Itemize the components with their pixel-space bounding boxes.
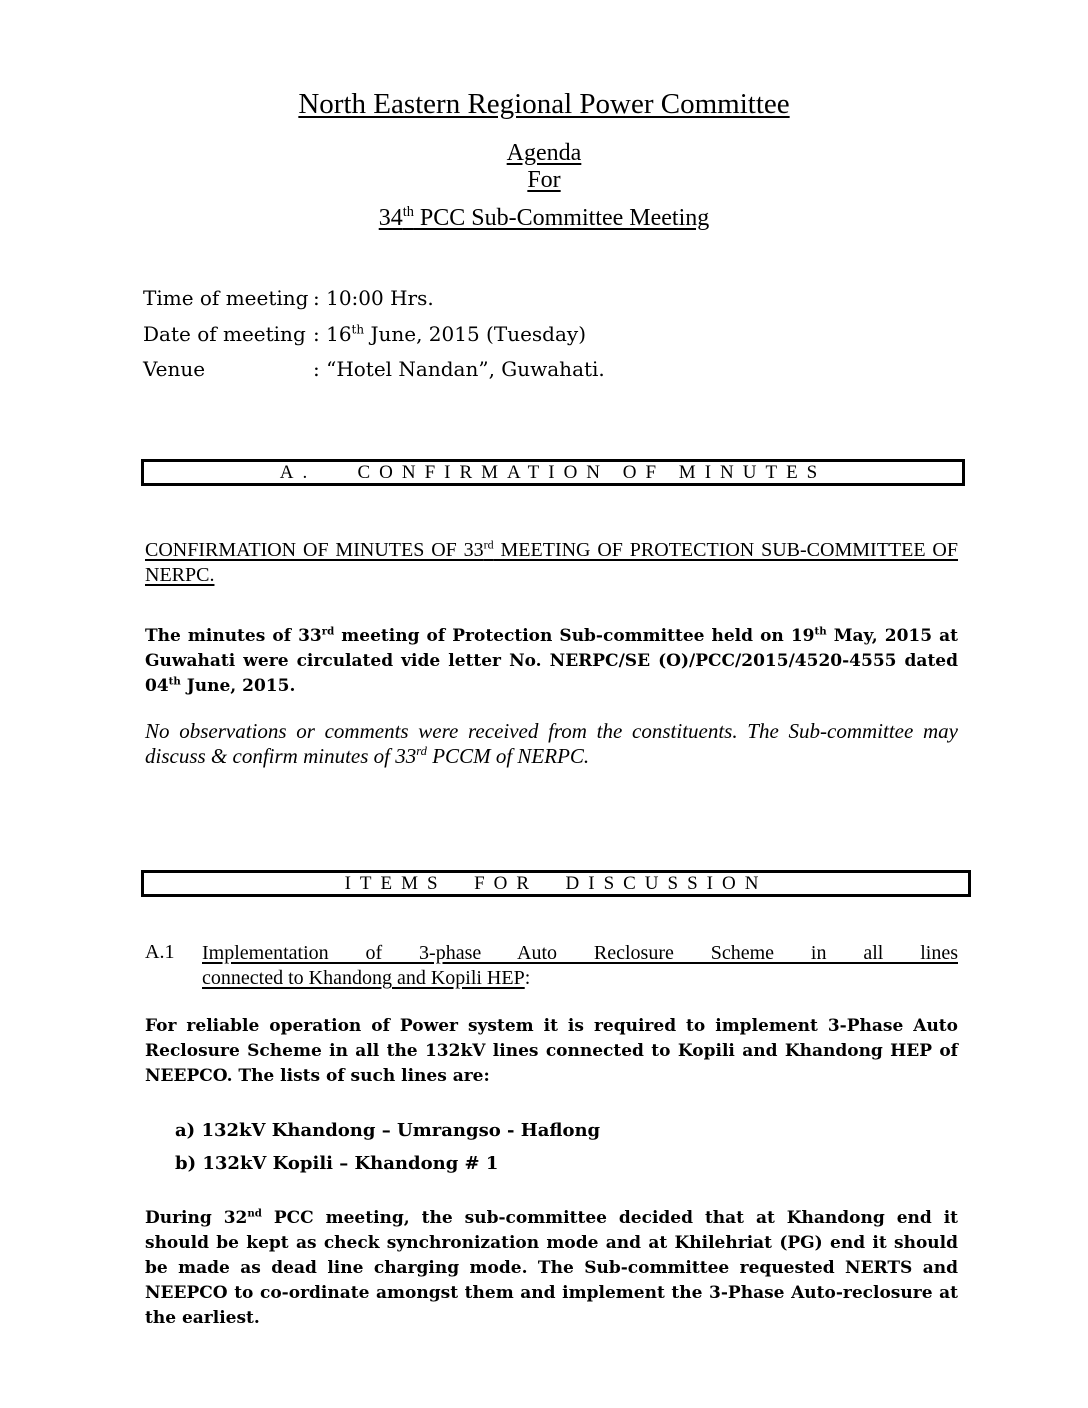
date-value: : 16th June, 2015 (Tuesday)	[313, 322, 587, 346]
time-value: : 10:00 Hrs.	[313, 286, 434, 310]
item-a1-paragraph: For reliable operation of Power system it is required to implement 3-Phase Auto Reclosure Scheme in all the 132kV lines connected to Kopili and Khandong HEP of NEEPCO. The lists of such lines are:	[145, 1016, 958, 1086]
minutes-circulation-paragraph: The minutes of 33rd meeting of Protection Sub-committee held on 19th May, 2015 at Guwahati were circulated vide letter No. NERPC/SE (O)/PCC/2015/4520-4555 dated 04th June, 2015.	[145, 625, 959, 696]
line-list-item: a) 132kV Khandong – Umrangso - Haflong	[175, 1120, 601, 1141]
organization-title: North Eastern Regional Power Committee	[298, 88, 790, 120]
item-a1-title: Implementation of 3-phase Auto Reclosure Scheme in all lines connected to Khandong and Kopili HEP:	[202, 942, 958, 989]
time-label: Time of meeting	[143, 286, 309, 310]
item-a1-number: A.1	[145, 941, 175, 963]
no-observations-paragraph: No observations or comments were received from the constituents. The Sub-committee may discuss & confirm minutes of 33rd PCCM of NERPC.	[145, 719, 958, 768]
venue-label: Venue	[143, 357, 206, 381]
venue-row	[143, 357, 605, 381]
section-a-heading-box: A. CONFIRMATION OF MINUTES	[141, 459, 965, 486]
agenda-label: Agenda	[506, 140, 582, 166]
venue-value: : “Hotel Nandan”, Guwahati.	[313, 357, 605, 381]
meeting-title: 34th PCC Sub-Committee Meeting	[378, 204, 710, 231]
item-a1-decision-paragraph: During 32nd PCC meeting, the sub-committee decided that at Khandong end it should be kept as check synchronization mode and at Khilehriat (PG) end it should be made as dead line charging mode. The Sub-committee requested NERTS and NEEPCO to co-ordinate amongst them and implement the 3-Phase Auto-reclosure at the earliest.	[145, 1207, 959, 1328]
line-list-item: b) 132kV Kopili – Khandong # 1	[175, 1153, 499, 1174]
items-for-discussion-heading-box: ITEMS FOR DISCUSSION	[141, 870, 971, 897]
meeting-date-row	[143, 322, 586, 346]
confirmation-subheading: CONFIRMATION OF MINUTES OF 33rd MEETING OF PROTECTION SUB-COMMITTEE OF NERPC.	[145, 537, 958, 586]
for-label: For	[527, 167, 561, 193]
meeting-time-row	[143, 286, 434, 310]
date-label: Date of meeting	[143, 322, 306, 346]
